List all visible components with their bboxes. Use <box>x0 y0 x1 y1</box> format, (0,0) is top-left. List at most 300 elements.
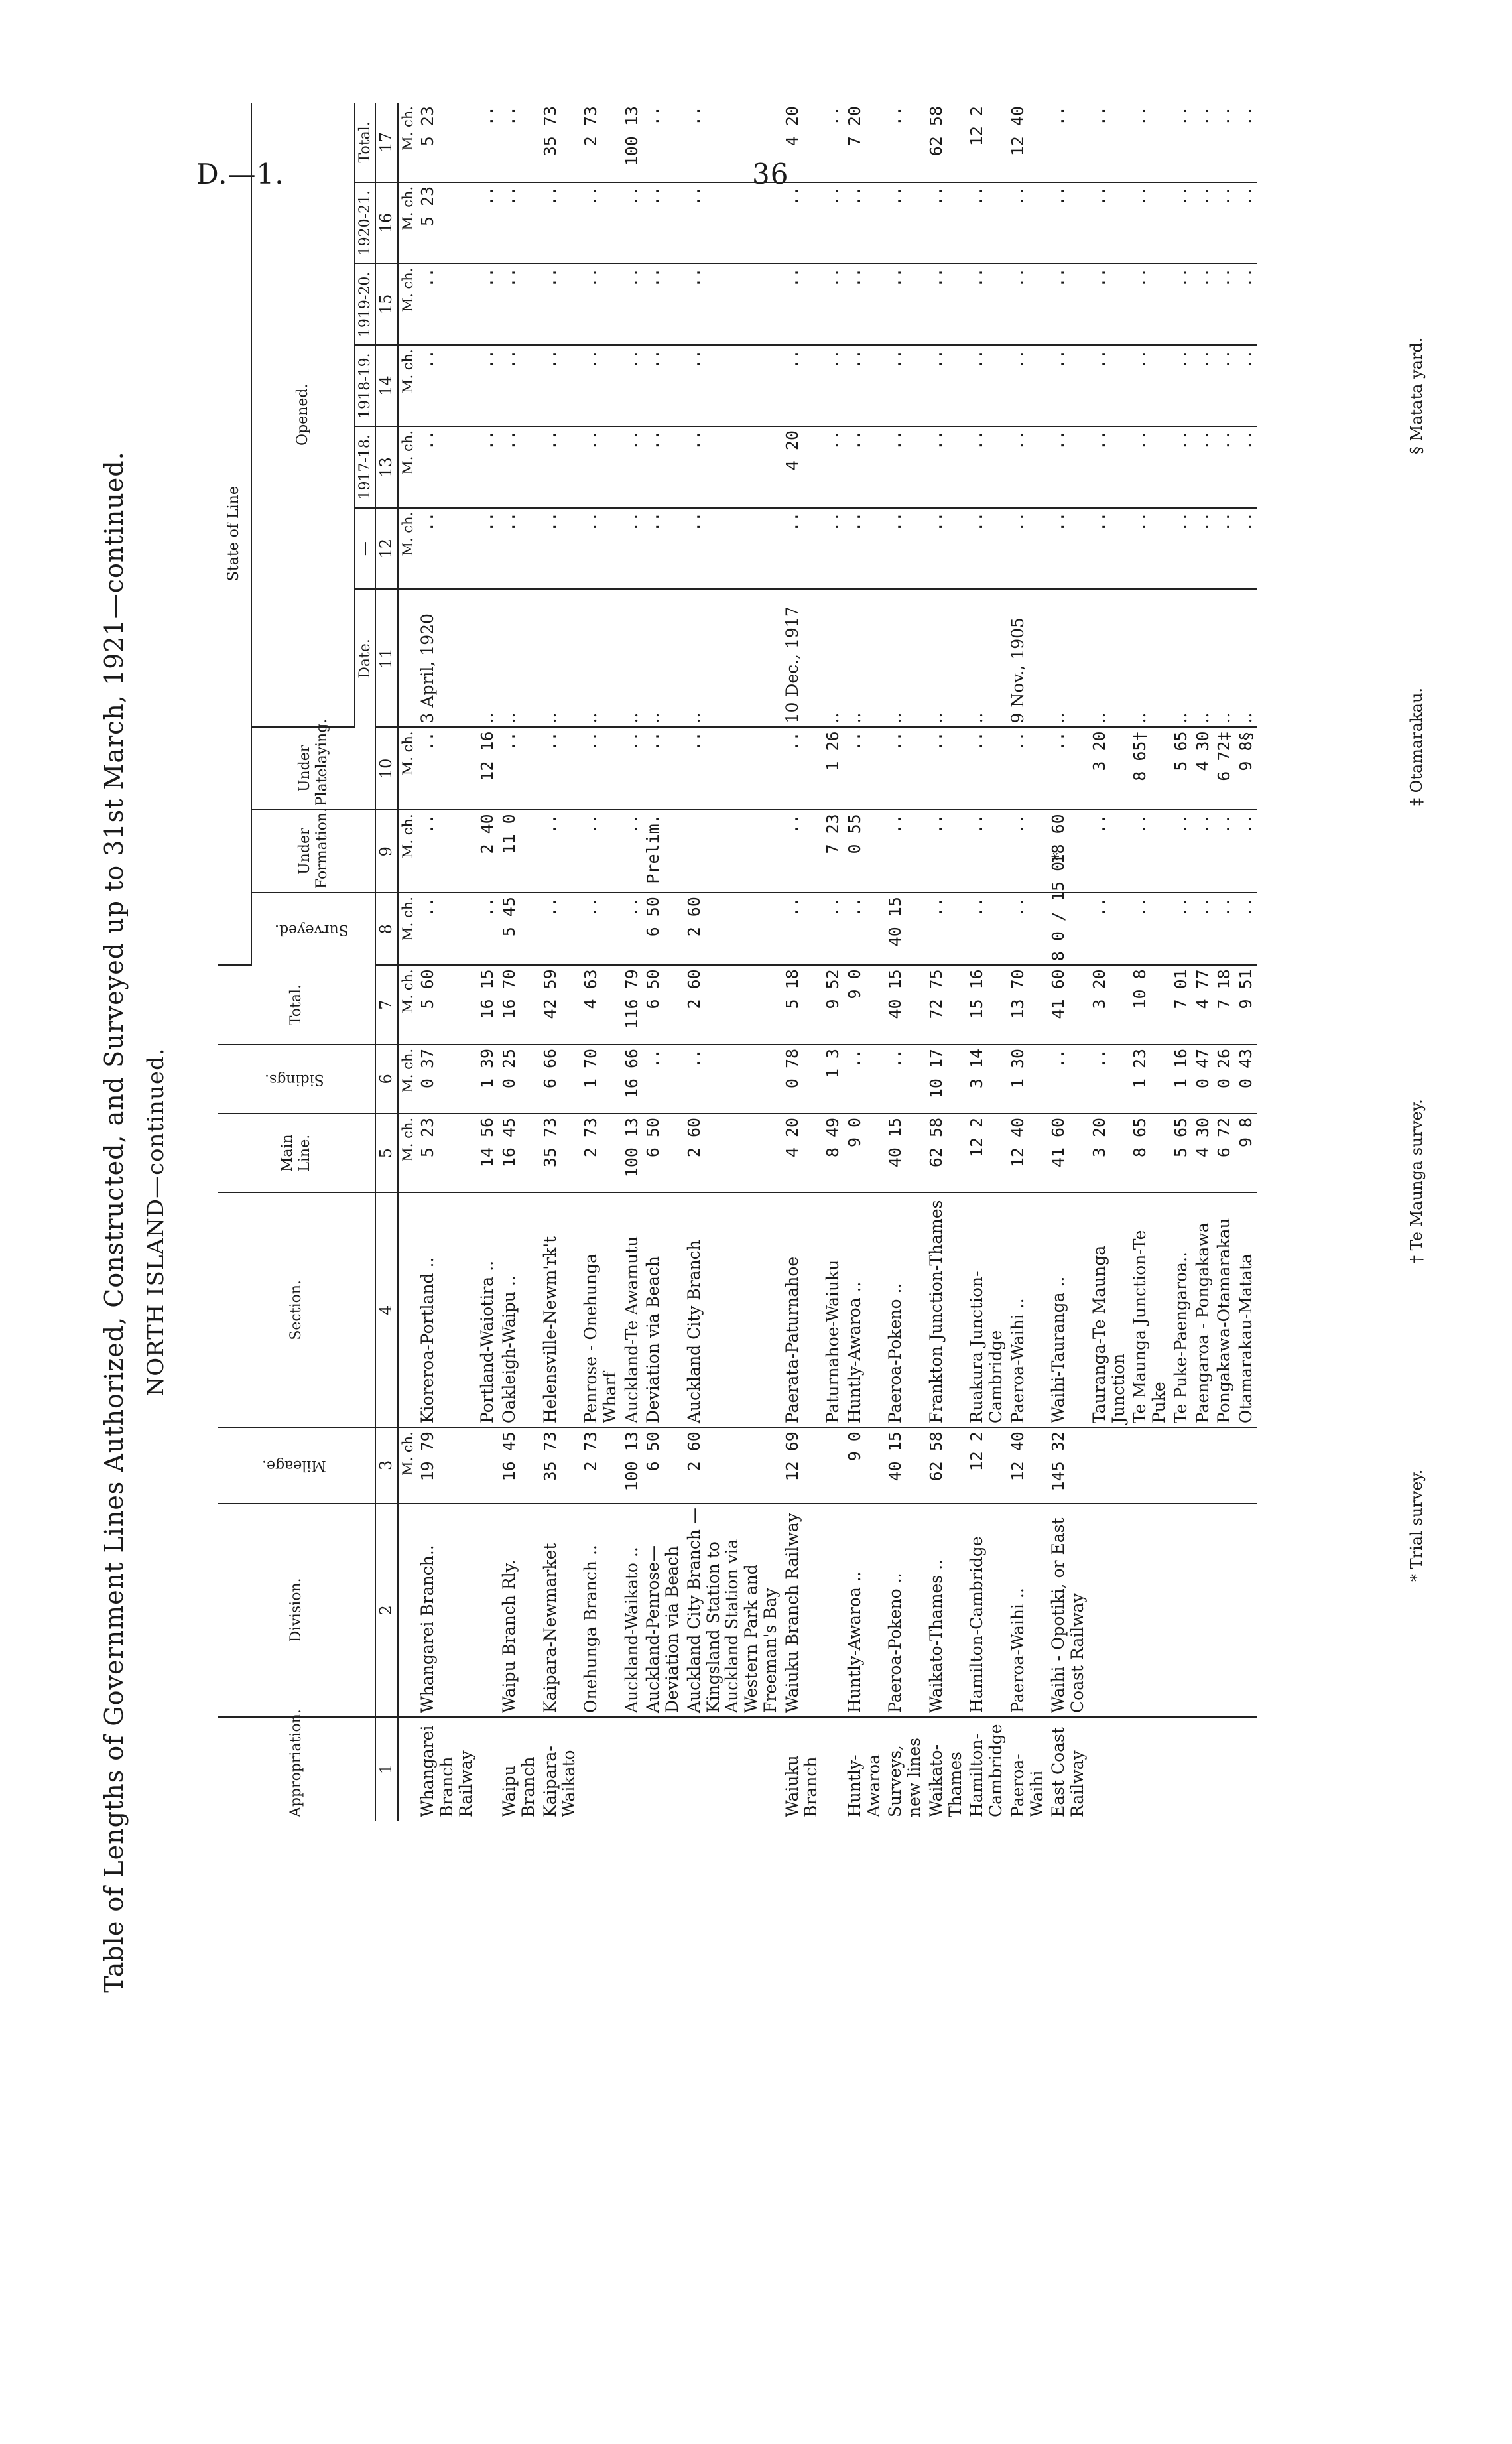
appropriation-cell: Surveys, new lines <box>885 1738 924 1817</box>
footnote-trial: * Trial survey. <box>1407 1469 1426 1582</box>
surveyed-cell: .. <box>417 893 477 965</box>
opened-1920-21-cell: .. <box>1007 182 1048 264</box>
section-cell: Tauranga-Te Maunga Junction <box>1089 1193 1130 1428</box>
division-cell <box>1192 1504 1214 1717</box>
table-row <box>621 103 643 1821</box>
division-cell <box>477 1504 499 1717</box>
opened-1918-19-cell: .. <box>782 345 823 426</box>
under-platelaying-cell: .. <box>966 727 1007 810</box>
section-cell: Portland-Waiotira .. <box>477 1193 499 1428</box>
opened-1919-20-cell: .. <box>1170 264 1192 346</box>
opened-total-cell: .. <box>684 103 782 182</box>
table-row <box>477 103 499 1821</box>
under-platelaying-cell: .. <box>580 727 621 810</box>
sidings-cell: 16 66 <box>621 1045 643 1114</box>
table-row <box>885 103 926 1821</box>
units-cell <box>398 589 417 727</box>
main-line-cell: 6 50 <box>643 1114 684 1193</box>
opened-col12-cell: .. <box>643 508 684 590</box>
surveyed-cell: .. <box>782 893 823 965</box>
footnote-otamarakau: ‡ Otamarakau. <box>1407 687 1426 806</box>
opened-col12-cell: .. <box>1089 508 1130 590</box>
under-formation-cell: .. <box>1089 810 1130 893</box>
division-cell <box>1089 1504 1130 1717</box>
main-line-cell: 16 45 <box>499 1114 540 1193</box>
units-cell: M. ch. <box>398 345 417 426</box>
appropriation-cell: Whangarei Branch Railway <box>418 1725 475 1817</box>
section-cell: Auckland City Branch <box>684 1193 782 1428</box>
division-cell: Onehunga Branch .. <box>580 1504 621 1717</box>
footnote-te-maunga: † Te Maunga survey. <box>1407 1099 1426 1263</box>
division-cell: Whangarei Branch.. <box>417 1504 477 1717</box>
surveyed-cell: .. <box>844 893 885 965</box>
date-opened-cell: .. <box>1170 589 1192 727</box>
opened-col12-cell: .. <box>684 508 782 590</box>
opened-1919-20-cell: .. <box>1214 264 1235 346</box>
units-cell: M. ch. <box>398 1114 417 1193</box>
appropriation-cell <box>1170 1717 1192 1821</box>
opened-col12-cell: .. <box>844 508 885 590</box>
sidings-cell: 1 39 <box>477 1045 499 1114</box>
mileage-cell <box>1170 1427 1192 1503</box>
main-line-cell: 41 60 <box>1048 1114 1089 1193</box>
sidings-cell: 3 14 <box>966 1045 1007 1114</box>
section-cell: Te Maunga Junction-Te Puke <box>1129 1193 1170 1428</box>
opened-col12-cell: .. <box>1129 508 1170 590</box>
section-cell: Oakleigh-Waipu .. <box>499 1193 540 1428</box>
mileage-cell: 19 79 <box>417 1427 477 1503</box>
units-cell: M. ch. <box>398 727 417 810</box>
column-number: 9 <box>375 810 398 893</box>
mileage-cell <box>1089 1427 1130 1503</box>
opened-1917-18-cell: .. <box>643 426 684 508</box>
opened-1918-19-cell: .. <box>1129 345 1170 426</box>
col16-header: 1920-21. <box>355 182 375 264</box>
under-formation-cell: .. <box>1214 810 1235 893</box>
opened-1917-18-cell: .. <box>1170 426 1192 508</box>
page-ref: D.—1. <box>196 158 284 190</box>
opened-1918-19-cell: .. <box>1089 345 1130 426</box>
sidings-cell: .. <box>885 1045 926 1114</box>
main-line-cell: 62 58 <box>926 1114 967 1193</box>
opened-1917-18-cell: .. <box>885 426 926 508</box>
under-formation-cell: .. <box>966 810 1007 893</box>
opened-col12-cell: .. <box>885 508 926 590</box>
opened-total-cell: .. <box>1192 103 1214 182</box>
table-row <box>844 103 885 1821</box>
under-platelaying-cell: .. <box>1007 727 1048 810</box>
opened-total-cell: 2 73 <box>580 103 621 182</box>
main-line-cell: 3 20 <box>1089 1114 1130 1193</box>
mileage-cell: 9 0 <box>844 1427 885 1503</box>
opened-col12-cell: .. <box>477 508 499 590</box>
appropriation-cell <box>822 1717 844 1821</box>
table-row <box>1048 103 1089 1821</box>
mileage-cell: 6 50 <box>643 1427 684 1503</box>
division-cell <box>822 1504 844 1717</box>
appropriation-cell <box>684 1717 782 1821</box>
section-cell: Paturnahoe-Waiuku <box>822 1193 844 1428</box>
table-row <box>926 103 967 1821</box>
sidings-cell: 0 26 <box>1214 1045 1235 1114</box>
section-cell: Paeroa-Pokeno .. <box>885 1193 926 1428</box>
division-cell <box>1235 1504 1257 1717</box>
division-cell: Auckland-Penrose—Deviation via Beach <box>643 1504 684 1717</box>
opened-col12-cell: .. <box>1048 508 1089 590</box>
column-number: 12 <box>375 508 398 590</box>
under-formation-cell: .. <box>1170 810 1192 893</box>
total-cell: 7 18 <box>1214 965 1235 1045</box>
column-number: 16 <box>375 182 398 264</box>
opened-1917-18-cell: .. <box>822 426 844 508</box>
opened-total-cell: 12 40 <box>1007 103 1048 182</box>
column-number: 1 <box>375 1717 398 1821</box>
total-cell: 42 59 <box>540 965 581 1045</box>
total-cell: 9 0 <box>844 965 885 1045</box>
opened-1918-19-cell: .. <box>926 345 967 426</box>
opened-1919-20-cell: .. <box>966 264 1007 346</box>
division-header: Division. <box>218 1504 375 1717</box>
opened-1919-20-cell: .. <box>621 264 643 346</box>
surveyed-cell: .. <box>1007 893 1048 965</box>
opened-1917-18-cell: .. <box>966 426 1007 508</box>
opened-1920-21-cell: .. <box>926 182 967 264</box>
main-line-header: Main Line. <box>218 1114 375 1193</box>
opened-col12-cell: .. <box>926 508 967 590</box>
under-formation-cell: .. <box>885 810 926 893</box>
column-number: 11 <box>375 589 398 727</box>
total-cell: 16 15 <box>477 965 499 1045</box>
division-cell <box>1214 1504 1235 1717</box>
table-subtitle: NORTH ISLAND—continued. <box>143 1047 169 1397</box>
sidings-cell: .. <box>643 1045 684 1114</box>
opened-total-cell: .. <box>1170 103 1192 182</box>
opened-1918-19-cell: .. <box>499 345 540 426</box>
under-formation-cell: .. <box>1129 810 1170 893</box>
opened-1919-20-cell: .. <box>417 264 477 346</box>
mileage-cell <box>1214 1427 1235 1503</box>
date-opened-cell: .. <box>844 589 885 727</box>
opened-1919-20-cell: .. <box>477 264 499 346</box>
opened-total-cell: .. <box>885 103 926 182</box>
opened-1919-20-cell: .. <box>1235 264 1257 346</box>
opened-1918-19-cell: .. <box>822 345 844 426</box>
opened-col12-cell: .. <box>580 508 621 590</box>
under-platelaying-cell: .. <box>926 727 967 810</box>
under-platelaying-cell: .. <box>540 727 581 810</box>
under-formation-cell: 0 55 <box>844 810 885 893</box>
appropriation-cell: Hamilton-Cambridge <box>967 1724 1006 1817</box>
appropriation-cell <box>477 1717 499 1821</box>
units-cell: M. ch. <box>398 264 417 346</box>
main-line-cell: 5 23 <box>417 1114 477 1193</box>
opened-1918-19-cell: .. <box>540 345 581 426</box>
appropriation-cell <box>1089 1717 1130 1821</box>
total-header: Total. <box>218 965 375 1045</box>
opened-1920-21-cell: .. <box>1214 182 1235 264</box>
appropriation-header: Appropriation. <box>218 1717 375 1821</box>
section-cell: Paeroa-Waihi .. <box>1007 1193 1048 1428</box>
opened-1920-21-cell: .. <box>643 182 684 264</box>
opened-total-cell: .. <box>477 103 499 182</box>
opened-col12-cell: .. <box>621 508 643 590</box>
under-formation-header: Under Formation. <box>251 810 375 893</box>
section-cell: Waihi-Tauranga .. <box>1048 1193 1089 1428</box>
date-opened-cell: .. <box>1089 589 1130 727</box>
table-row <box>1214 103 1235 1821</box>
appropriation-cell <box>1129 1717 1170 1821</box>
surveyed-cell: .. <box>822 893 844 965</box>
appropriation-cell: Waiuku Branch <box>782 1755 821 1817</box>
appropriation-cell <box>1214 1717 1235 1821</box>
date-opened-cell: .. <box>499 589 540 727</box>
under-formation-cell: .. <box>1235 810 1257 893</box>
opened-1919-20-cell: .. <box>1192 264 1214 346</box>
table-row <box>540 103 581 1821</box>
main-line-cell: 4 30 <box>1192 1114 1214 1193</box>
section-cell: Paerata-Paturnahoe <box>782 1193 823 1428</box>
units-cell: M. ch. <box>398 1427 417 1503</box>
opened-1920-21-cell: .. <box>1235 182 1257 264</box>
opened-1920-21-cell: .. <box>684 182 782 264</box>
column-number: 15 <box>375 264 398 346</box>
under-formation-cell: .. <box>417 810 477 893</box>
units-cell: M. ch. <box>398 426 417 508</box>
main-line-cell: 40 15 <box>885 1114 926 1193</box>
main-line-cell: 2 60 <box>684 1114 782 1193</box>
opened-1918-19-cell: .. <box>684 345 782 426</box>
opened-col12-cell: .. <box>1235 508 1257 590</box>
mileage-cell <box>822 1427 844 1503</box>
main-line-cell: 100 13 <box>621 1114 643 1193</box>
table-row <box>1129 103 1170 1821</box>
opened-total-cell: 100 13 <box>621 103 643 182</box>
opened-1917-18-cell: .. <box>477 426 499 508</box>
opened-total-cell: 5 23 <box>417 103 477 182</box>
opened-1920-21-cell: .. <box>499 182 540 264</box>
division-cell: Auckland City Branch —Kingsland Station to Auckland Station via Western Park and Freeman's Bay <box>684 1504 782 1717</box>
division-cell: Waihi - Opotiki, or East Coast Railway <box>1048 1504 1089 1717</box>
mileage-cell: 62 58 <box>926 1427 967 1503</box>
table-row <box>580 103 621 1821</box>
units-cell: M. ch. <box>398 508 417 590</box>
date-opened-cell: .. <box>1129 589 1170 727</box>
opened-1918-19-cell: .. <box>477 345 499 426</box>
opened-1920-21-cell: .. <box>477 182 499 264</box>
table-row <box>1007 103 1048 1821</box>
date-opened-cell: 3 April, 1920 <box>417 589 477 727</box>
date-header: Date. <box>355 589 375 727</box>
total-cell: 16 70 <box>499 965 540 1045</box>
opened-1918-19-cell: .. <box>417 345 477 426</box>
sidings-cell: 1 16 <box>1170 1045 1192 1114</box>
units-cell: M. ch. <box>398 182 417 264</box>
sidings-cell: 0 47 <box>1192 1045 1214 1114</box>
section-header: Section. <box>218 1193 375 1428</box>
opened-1918-19-cell: .. <box>1048 345 1089 426</box>
opened-1919-20-cell: .. <box>499 264 540 346</box>
under-platelaying-cell: 6 72‡ <box>1214 727 1235 810</box>
opened-total-cell: .. <box>643 103 684 182</box>
under-platelaying-cell: .. <box>643 727 684 810</box>
main-line-cell: 4 20 <box>782 1114 823 1193</box>
sidings-cell: 1 30 <box>1007 1045 1048 1114</box>
under-formation-cell: .. <box>782 810 823 893</box>
total-cell: 10 8 <box>1129 965 1170 1045</box>
appropriation-cell <box>580 1717 621 1821</box>
surveyed-cell: .. <box>1170 893 1192 965</box>
opened-total-cell: 62 58 <box>926 103 967 182</box>
opened-col12-cell: .. <box>1007 508 1048 590</box>
total-cell: 3 20 <box>1089 965 1130 1045</box>
opened-col12-cell: .. <box>782 508 823 590</box>
mileage-cell: 145 32 <box>1048 1427 1089 1503</box>
opened-1919-20-cell: .. <box>926 264 967 346</box>
section-cell: Auckland-Te Awamutu <box>621 1193 643 1428</box>
mileage-cell: 16 45 <box>499 1427 540 1503</box>
appropriation-cell: Waipu Branch <box>499 1756 538 1817</box>
under-platelaying-cell: .. <box>499 727 540 810</box>
sidings-cell: 0 78 <box>782 1045 823 1114</box>
opened-1917-18-cell: .. <box>499 426 540 508</box>
date-opened-cell: .. <box>540 589 581 727</box>
section-cell: Ruakura Junction-Cambridge <box>966 1193 1007 1428</box>
date-opened-cell: .. <box>580 589 621 727</box>
appropriation-cell: Huntly-Awaroa <box>844 1754 883 1817</box>
appropriation-cell: Waikato-Thames <box>926 1744 965 1817</box>
surveyed-cell: .. <box>966 893 1007 965</box>
under-formation-cell: 2 40 <box>477 810 499 893</box>
under-formation-cell: .. <box>926 810 967 893</box>
surveyed-cell: .. <box>540 893 581 965</box>
column-number: 14 <box>375 345 398 426</box>
opened-col12-cell: .. <box>966 508 1007 590</box>
opened-total-cell: .. <box>1235 103 1257 182</box>
sidings-cell: 0 25 <box>499 1045 540 1114</box>
surveyed-cell: 5 45 <box>499 893 540 965</box>
opened-1917-18-cell: .. <box>1192 426 1214 508</box>
main-line-cell: 6 72 <box>1214 1114 1235 1193</box>
units-cell: M. ch. <box>398 1045 417 1114</box>
division-cell: Kaipara-Newmarket <box>540 1504 581 1717</box>
section-cell: Kioreroa-Portland .. <box>417 1193 477 1428</box>
column-number: 2 <box>375 1504 398 1717</box>
sidings-cell: .. <box>684 1045 782 1114</box>
total-cell: 72 75 <box>926 965 967 1045</box>
under-platelaying-cell: .. <box>684 727 782 810</box>
under-platelaying-header: Under Platelaying. <box>251 727 375 810</box>
mileage-cell <box>1192 1427 1214 1503</box>
under-platelaying-cell: .. <box>621 727 643 810</box>
total-cell: 4 63 <box>580 965 621 1045</box>
opened-1920-21-cell: .. <box>1089 182 1130 264</box>
opened-1919-20-cell: .. <box>540 264 581 346</box>
mileage-cell <box>477 1427 499 1503</box>
appropriation-cell: Paeroa-Waihi <box>1007 1754 1046 1817</box>
column-number: 8 <box>375 893 398 965</box>
mileage-cell: 12 2 <box>966 1427 1007 1503</box>
division-cell: Waipu Branch Rly. <box>499 1504 540 1717</box>
opened-total-cell: 7 20 <box>844 103 885 182</box>
opened-total-cell: .. <box>1129 103 1170 182</box>
opened-1918-19-cell: .. <box>1007 345 1048 426</box>
table-row <box>643 103 684 1821</box>
opened-1920-21-cell: .. <box>1192 182 1214 264</box>
units-cell <box>398 1717 417 1821</box>
opened-total-cell: .. <box>1089 103 1130 182</box>
opened-1917-18-cell: .. <box>844 426 885 508</box>
table-row <box>684 103 782 1821</box>
opened-1917-18-cell: .. <box>1129 426 1170 508</box>
division-cell: Hamilton-Cambridge <box>966 1504 1007 1717</box>
under-formation-cell: .. <box>1192 810 1214 893</box>
units-row <box>398 103 417 1821</box>
total-cell: 4 77 <box>1192 965 1214 1045</box>
table-row <box>1192 103 1214 1821</box>
units-cell: M. ch. <box>398 810 417 893</box>
under-platelaying-cell: 4 30 <box>1192 727 1214 810</box>
opened-1918-19-cell: .. <box>643 345 684 426</box>
opened-1917-18-cell: .. <box>580 426 621 508</box>
surveyed-cell: 40 15 <box>885 893 926 965</box>
under-platelaying-cell: 1 26 <box>822 727 844 810</box>
mileage-cell: 40 15 <box>885 1427 926 1503</box>
division-cell: Auckland-Waikato .. <box>621 1504 643 1717</box>
mileage-cell: 12 40 <box>1007 1427 1048 1503</box>
footnote-matata: § Matata yard. <box>1407 337 1426 454</box>
opened-total-cell: .. <box>1214 103 1235 182</box>
sidings-cell: .. <box>1048 1045 1089 1114</box>
table-body <box>398 103 1257 1821</box>
section-cell: Huntly-Awaroa .. <box>844 1193 885 1428</box>
sidings-cell: 0 37 <box>417 1045 477 1114</box>
surveyed-cell: .. <box>477 893 499 965</box>
mileage-cell: 100 13 <box>621 1427 643 1503</box>
opened-1920-21-cell: .. <box>822 182 844 264</box>
opened-1917-18-cell: .. <box>926 426 967 508</box>
col17-header: Total. <box>355 103 375 182</box>
opened-1917-18-cell: .. <box>1048 426 1089 508</box>
main-line-cell: 5 65 <box>1170 1114 1192 1193</box>
opened-1919-20-cell: .. <box>1007 264 1048 346</box>
under-platelaying-cell: .. <box>1048 727 1089 810</box>
mileage-cell: 2 60 <box>684 1427 782 1503</box>
table-row <box>966 103 1007 1821</box>
page-number: 36 <box>752 158 789 190</box>
opened-1917-18-cell: .. <box>1007 426 1048 508</box>
opened-total-cell: 35 73 <box>540 103 581 182</box>
mileage-cell: 35 73 <box>540 1427 581 1503</box>
opened-1920-21-cell: .. <box>621 182 643 264</box>
total-cell: 5 60 <box>417 965 477 1045</box>
date-opened-cell: .. <box>1214 589 1235 727</box>
division-cell: Paeroa-Pokeno .. <box>885 1504 926 1717</box>
units-cell: M. ch. <box>398 103 417 182</box>
opened-1920-21-cell: .. <box>580 182 621 264</box>
opened-1918-19-cell: .. <box>1235 345 1257 426</box>
opened-total-cell: .. <box>1048 103 1089 182</box>
date-opened-cell: .. <box>477 589 499 727</box>
total-cell: 6 50 <box>643 965 684 1045</box>
under-platelaying-cell: .. <box>417 727 477 810</box>
surveyed-cell: .. <box>1129 893 1170 965</box>
opened-total-cell: .. <box>822 103 844 182</box>
sidings-cell: 0 43 <box>1235 1045 1257 1114</box>
main-line-cell: 2 73 <box>580 1114 621 1193</box>
appropriation-cell: East Coast Railway <box>1048 1727 1088 1817</box>
section-cell: Frankton Junction-Thames <box>926 1193 967 1428</box>
units-cell: M. ch. <box>398 893 417 965</box>
